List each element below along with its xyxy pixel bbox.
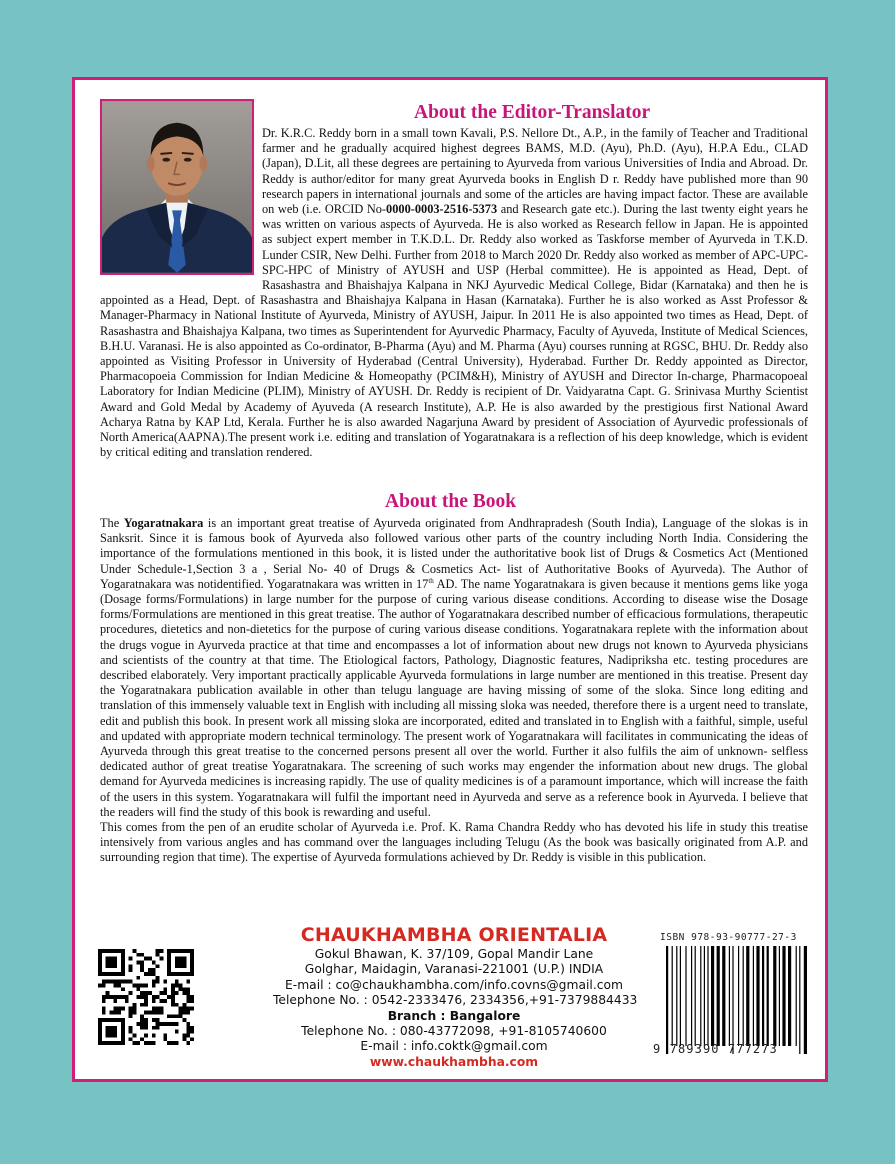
publisher-name: CHAUKHAMBHA ORIENTALIA [300,924,608,946]
superscript-th: th [428,576,434,585]
book-paragraph-2: This comes from the pen of an erudite scholar of Ayurveda i.e. Prof. K. Rama Chandra Reddy who has devoted his life in study this treatise intensively from various angles and has command over the languages including Telugu (As the book was basically originated from A.P. and surrounding region that time). The expertise of Ayurveda formulations achieved by Dr. Reddy is visible in this publication. [100,820,808,865]
book-p1-text-a: is an important great treatise of Ayurveda originated from Andhrapradesh (South India), Language of the slokas is in Sanksrit. Since it is famous book of Ayurveda also followed various other parts of the country including North India. Considering the importance of the formulations mentioned in this book, it is listed under the authoritative book list of Drugs & Cosmetics Act (Mentioned Under Schedule-1,Section 3 a , Serial No- 40 of Drugs & Cosmetics Act- list of Authoritative Books of Ayurveda). The Author of Yogaratnakara was notidentified. Yogaratnakara was written in 17 [100,516,808,591]
publisher-address-line2: Golghar, Maidagin, Varanasi-221001 (U.P.) INDIA [304,962,604,977]
editor-section-title: About the Editor-Translator [414,102,651,123]
publisher-website[interactable]: www.chaukhambha.com [369,1054,539,1069]
isbn-digits: 9 789390 777273 [653,1042,778,1056]
orcid-number: 0000-0003-2516-5373 [386,202,498,217]
publisher-block [273,923,638,1070]
qr-code-image [98,946,194,1048]
branch-label: Branch : Bangalore [387,1008,521,1023]
branch-email: E-mail : info.coktk@gmail.com [360,1039,548,1054]
publisher-address-line1: Gokul Bhawan, K. 37/109, Gopal Mandir Lane [314,947,594,961]
book-name: Yogaratnakara [123,516,204,530]
back-cover-page [72,77,828,1082]
editor-biography [100,126,808,460]
publisher-telephone: Telephone No. : 0542-2333476, 2334356,+91-7379884433 [273,993,638,1008]
branch-telephone: Telephone No. : 080-43772098, +91-8105740600 [301,1024,607,1039]
book-section-title: About the Book [385,491,517,512]
book-paragraph-1 [100,516,808,820]
publisher-email: E-mail : co@chaukhambha.com/info.covns@gmail.com [285,977,623,992]
book-p1-intro: The [100,516,124,530]
book-p1-text-b: AD. The name Yogaratnakara is given because it mentions gems like yoga (Dosage forms/Formulations) in large number for the purpose of curing various disease conditions. According to disease wise the Dosage forms/Formulations are mentioned in this great treatise. The author of Yogaratnakara described number of efficacious formulations, therapeutic procedures, dietetics and non-dietetics for the purpose of curing various disease conditions. Yogaratnakara replete with the information about the drugs vogue in Ayurveda practice at that time and encompasses a lot of information about new drugs not known to Ayurveda physicians and scientists of the country at that time. The Etiological factors, Pathology, Diagnostic features, Nadipriksha etc. testing procedures are described elaborately. Very important practically applicable Ayurveda formulations in large number are mentioned in this treatise. Present day the Yogaratnakara publication available in other than telugu language are having missing of some of the sloka. Since long editing and translation of this immensely valuable text in English with including all missing sloka was needed, therefore there is a urgent need to translate, edit and publish this book. In present work all missing sloka are incorporated, edited and translated in to English with a faithful, simple, useful and updated with appropriate modern technical terminology. The present work of Yogaratnakara will facilitates in communicating the ideas of Ayurveda through this great treatise to the concerned persons present all over the world. Further it also fulfils the aim of unknown- selfless dedicated author of great treatise Yogaratnakara. The screening of such works may engender the information about new drugs. The global demand for Ayurveda medicines is increasing rapidly. The use of quality medicines is of a paramount importance, which will increase the faith of the users in this system. Yogaratnakara will fulfil the important need in Ayurveda and serve as a reference book in Ayurveda. I believe that the readers will find the study of this book is rewarding and useful. [100,576,809,819]
book-description [100,516,808,866]
isbn-text: ISBN 978-93-90777-27-3 [660,932,797,943]
qr-code [98,946,194,1048]
editor-bio-part2: and Research gate etc.). During the last twenty eight years he was written on various aspects of Ayurveda. He is also worked as Research fellow in Japan. He is appointed as subject expert member in T.K.D.L. Dr. Reddy also worked as Taskforse member of Ayurveda in T.K.D. Lunder CSIR, New Delhi. Further from 2018 to March 2020 Dr. Reddy also worked as member of APC-UPC-SPC-HPC of Ministry of AYUSH and USP (Herbal committee). He is appointed as Head, Dept. of Rasashastra and Bhaishajya Kalpana in NKJ Ayurvedic Medical College, Bidar (Karnataka) and then he is appointed as a Head, Dept. of Rasashastra and Bhaishajya Kalpana in Hasan (Karnataka). Further he is also worked as Asst Professor & Manager-Pharmacy in National Institute of Ayurveda, Ministry of AYUSH, Jaipur. In 2011 He is also appointed two times as Head, Dept. of Rasashastra and Bhaishajya Kalpana, two times as Superintendent for Ayurvedic Pharmacy, Faculty of Ayuveda, Institute of Medical Sciences, B.H.U. Varanasi. He is also appointed as Co-ordinator, B-Pharma (Ayu) and M. Pharma (Ayu) courses running at RGSC, BHU. Dr. Reddy also appointed as Visiting Professor in University of Hyderabad (Central University), Hyderabad. Further Dr. Reddy appointed as Director, Pharmacopoeia Commission for Indian Medicine & Homeopathy (PCIM&H), Ministry of AYUSH and Director In-charge, Pharmacopoeal Laboratory for Indian Medicine (PLIM), Ministry of AYUSH. Dr. Reddy is recipient of Dr. Vaidyaratna Capt. G. Srinivasa Murthy Scientist Award and Gold Medal by Academy of Ayuveda (A research Institute), A.P. He is also awarded by the prestigious first National Award Acharya Ratna by KAP Ltd, Kerala. Further he is also awarded Nagarjuna Award by president of Association of Ayurvedic professionals of North America(AAPNA).The present work i.e. editing and translation of Yogaratnakara is a reflection of his deep knowledge, which is evident by critical editing and translation rendered. [100,202,808,460]
photo-wrap-spacer [100,126,262,290]
editor-bio-part1: Dr. K.R.C. Reddy born in a small town Kavali, P.S. Nellore Dt., A.P., in the family of Teacher and Traditional farmer and he gradually acquired highest degrees BAMS, M.D. (Ayu), Ph.D. (Ayu), H.P.A Edu., CLAD (Japan), D.Lit, all these degrees are pertaining to Ayurveda from various Universities of India and Abroad. Dr. Reddy is author/editor for many great Ayurveda books in English D r. Reddy have published more than 90 research papers in international journals and some of the articles are having impact factor. These are available on web (i.e. ORCID No- [262,126,808,217]
